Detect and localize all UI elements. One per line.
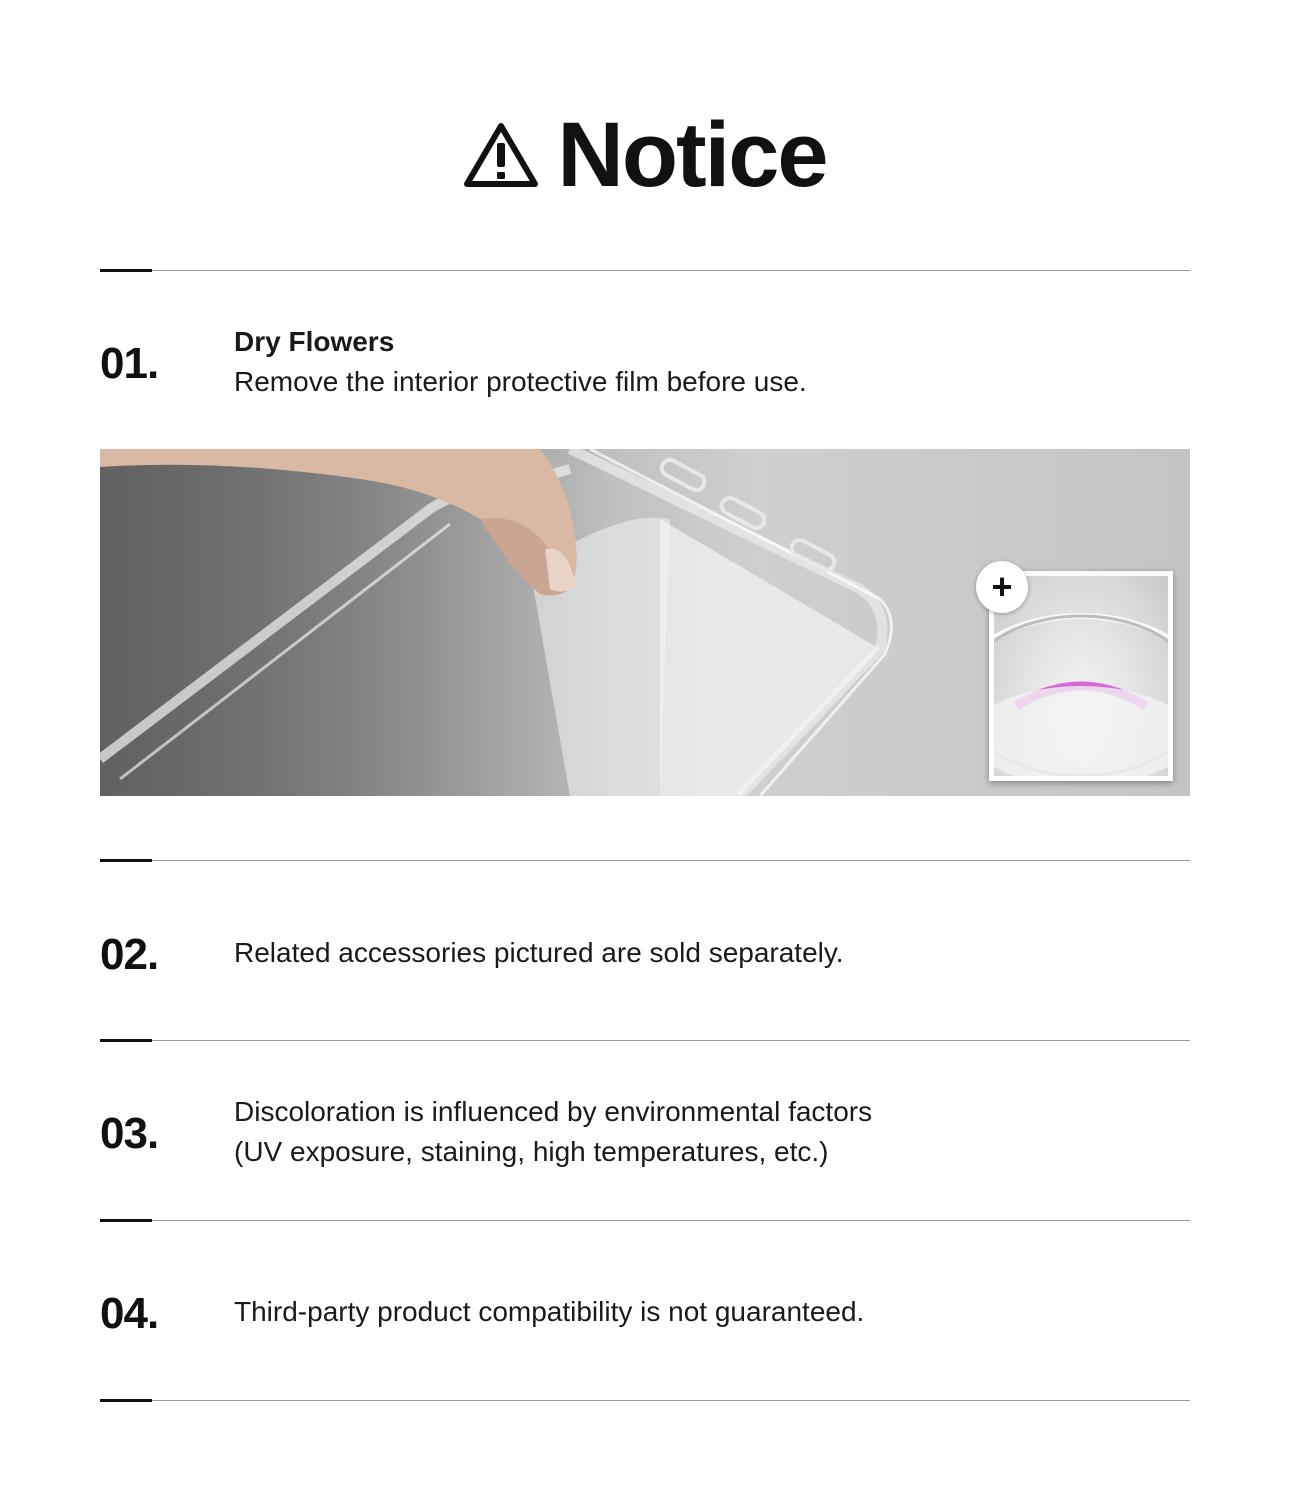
notice-body: Related accessories pictured are sold separately. [234,937,844,968]
divider [100,860,1190,861]
warning-triangle-icon [463,121,539,189]
product-photo [100,449,1190,796]
divider [100,1400,1190,1401]
divider [100,1220,1190,1221]
notice-body: Third-party product compatibility is not guaranteed. [234,1296,865,1327]
page-title [0,100,1290,210]
notice-number: 03. [100,1109,159,1158]
notice-heading: Dry Flowers [234,326,395,357]
notice-number: 04. [100,1289,159,1338]
notice-body: Remove the interior protective film before use. [234,366,807,397]
notice-text [234,1092,1174,1172]
notice-text [234,322,1174,402]
page-title-text: Notice [557,104,827,206]
notice-number: 01. [100,339,159,388]
zoom-plus-badge: + [976,561,1028,613]
notice-body-line: Discoloration is influenced by environmental factors [234,1096,873,1127]
notice-number: 02. [100,930,159,979]
notice-body-line: (UV exposure, staining, high temperatures, etc.) [234,1136,829,1167]
divider [100,1040,1190,1041]
divider [100,270,1190,271]
